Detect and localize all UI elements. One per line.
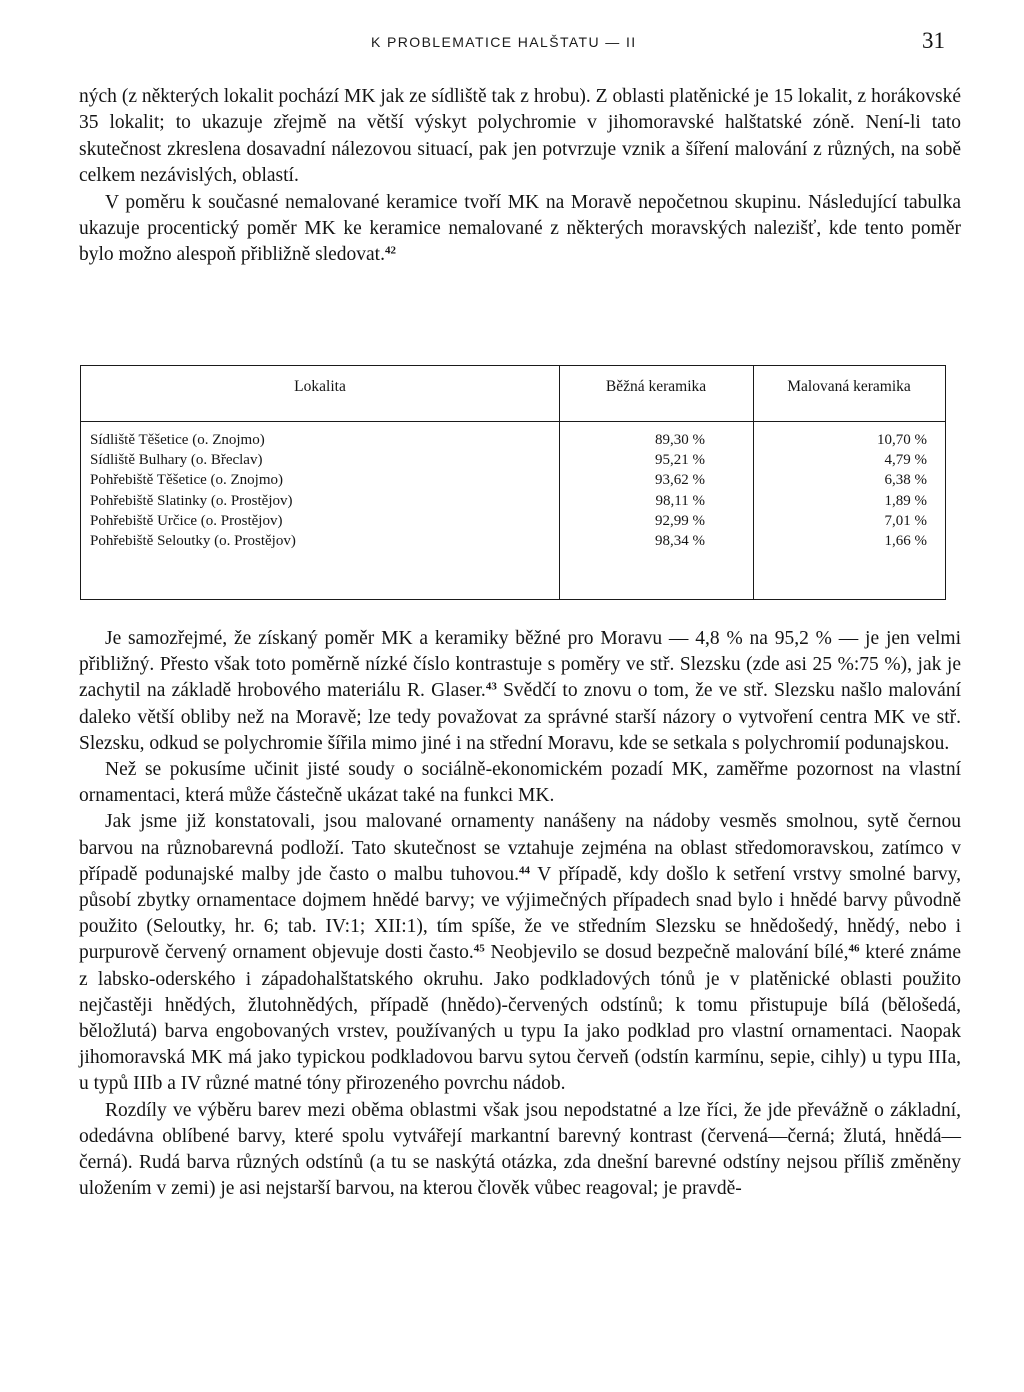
cell-lokalita: Pohřebiště Seloutky (o. Prostějov) [90,532,296,549]
paragraph-text: V případě, kdy došlo k setření vrstvy smolné barvy, působí zbytky ornamentace dojmem hnědé barvy; ve výjimečných případech snad bylo i hnědé barvy původně použito (Seloutky, hr. 6; tab. IV:1; XII:1), tím spíše, že ve středním Slezsku se hnědošedý, hnědý, nebo i purpurově červený ornament objevuje dosti často. [79,863,961,964]
paragraph-text: Než se pokusíme učinit jisté soudy o sociálně-ekonomickém pozadí MK, zaměřme pozornost na vlastní ornamentaci, která může částečně ukázat také na funkci MK. [79,759,961,807]
cell-bezna: 89,30 % [655,432,705,448]
cell-malovana: 4,79 % [884,452,927,469]
cell-malovana: 1,66 % [884,532,927,549]
column-header-lokalita: Lokalita [294,378,346,395]
footnote-ref: 43 [485,680,497,693]
paragraph [79,809,961,1097]
table-row [81,533,945,553]
footnote-ref: 42 [384,244,396,257]
table-row [81,432,945,452]
paragraph [79,626,961,757]
header-divider [81,421,945,422]
footnote-ref: 46 [848,942,860,955]
paragraph-text: ných (z některých lokalit pochází MK jak ze sídliště tak z hrobu). Z oblasti platěnické je 15 lokalit, z horákovské 35 lokalit; to ukazuje zřejmě na větší výskyt polychromie v jihomoravské halštatské zóně. Není-li tato skutečnost zkreslena dosavadní nálezovou situací, pak jen potvrzuje vznik a šíření malování z různých, na sobě celkem nezávislých, oblastí. [79,86,961,187]
paragraph-text: které známe z labsko-oderského i západohalštatského okruhu. Jako podkladových tónů je v platěnické oblasti použito nejčastěji hnědých, žlutohnědých, případě (hnědo)-červených odstínů; k tomu přistupuje bílá (bělošedá, běložlutá) barva engobovaných vrstev, používaných u typu Ia jako podklad pro vlastní ornamentaci. Naopak jihomoravská MK má jako typickou podkladovou barvu sytou červeň (odstín karmínu, sepie, cihly) u typu IIIa, u typů IIIb a IV různé matné tóny přirozeného povrchu nádob. [79,942,961,1095]
cell-lokalita: Sídliště Bulhary (o. Břeclav) [90,452,263,469]
paragraph-text: V poměru k současné nemalované keramice tvoří MK na Moravě nepočetnou skupinu. Následující tabulka ukazuje procentický poměr MK ke keramice nemalované z některých moravských nalezišť, kde tento poměr bylo možno alespoň přibližně sledovat. [79,191,961,266]
cell-bezna: 98,11 % [655,492,705,509]
paragraph [79,84,961,190]
cell-bezna: 95,21 % [655,452,705,469]
paragraph-text: Neobjevilo se dosud bezpečně malování bílé, [484,942,849,964]
column-header-malovana: Malovaná keramika [787,378,911,395]
cell-lokalita: Pohřebiště Určice (o. Prostějov) [90,512,283,529]
paragraph-text: Je samozřejmé, že získaný poměr MK a keramiky běžné pro Moravu — 4,8 % na 95,2 % — je jen velmi přibližný. Přesto však toto poměrně nízké číslo kontrastuje s poměry ve stř. Slezsku (zde asi 25 %:75 %), jak je zachytil na základě hrobového materiálu R. Glaser. [79,628,961,702]
paragraph-text: Svědčí to znovu o tom, že ve stř. Slezsku našlo malování daleko větší obliby než na Moravě; lze tedy považovat za správné starší názory o vytvoření centra MK ve stř. Slezsku, odkud se polychromie šířila mimo jiné i na střední Moravu, kde se setkala s polychromií podunajskou. [79,680,961,754]
paragraph [79,190,961,269]
table-row [81,452,945,472]
table-row [81,513,945,533]
table-row [81,472,945,492]
cell-malovana: 10,70 % [877,432,927,448]
cell-malovana: 1,89 % [884,492,927,509]
paragraph-text: Rozdíly ve výběru barev mezi oběma oblastmi však jsou nepodstatné a lze říci, že jde převážně o základní, odedávna oblíbené barvy, které spolu vytvářejí markantní barevný kontrast (červená—černá; žlutá, hnědá—černá). Rudá barva různých odstínů (a tu se naskýtá otázka, zda dnešní barevné odstíny nejsou příliš změněny uložením v zemi) je asi nejstarší barvou, na kterou člověk vůbec reagoval; je pravdě- [79,1099,961,1200]
body-text-top [79,84,961,269]
paragraph [79,1098,961,1203]
cell-bezna: 93,62 % [655,472,705,489]
cell-malovana: 7,01 % [884,512,927,529]
cell-lokalita: Pohřebiště Slatinky (o. Prostějov) [90,492,293,509]
footnote-ref: 44 [519,864,531,877]
cell-malovana: 6,38 % [884,472,927,489]
cell-bezna: 98,34 % [655,532,705,549]
column-header-bezna: Běžná keramika [605,378,707,395]
cell-lokalita: Sídliště Těšetice (o. Znojmo) [90,432,265,448]
table-row [81,493,945,513]
ceramics-ratio-table [80,365,946,600]
table-body [81,432,945,553]
footnote-ref: 45 [473,942,485,955]
paragraph [79,757,961,809]
cell-lokalita: Pohřebiště Těšetice (o. Znojmo) [90,472,284,489]
paragraph-text: Jak jsme již konstatovali, jsou malované ornamenty nanášeny na nádoby vesměs smolnou, sytě černou barvou na různobarevná podloží. Tato skutečnost se vztahuje zejména na oblast středomoravskou, zatímco v případě podunajské malby jde často o malbu tuhovou. [79,811,961,885]
running-title: K PROBLEMATICE HALŠTATU — II [371,34,637,50]
body-text-bottom [79,626,961,1202]
cell-bezna: 92,99 % [655,512,705,529]
page-number: 31 [922,28,945,53]
